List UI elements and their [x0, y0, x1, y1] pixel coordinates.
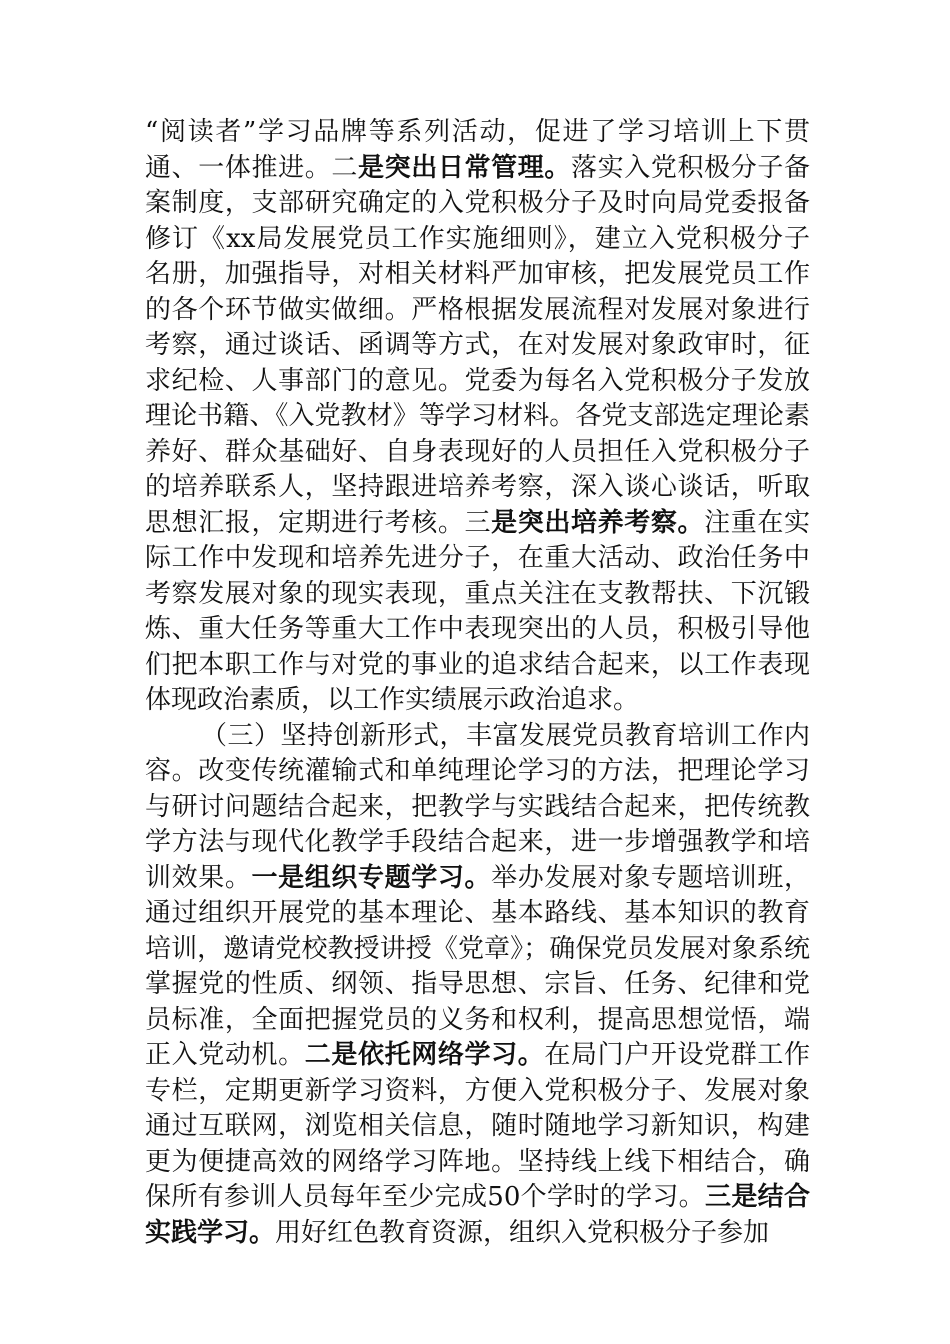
bold-heading: 是突出培养考察。	[491, 507, 705, 538]
bold-heading: 是突出日常管理。	[358, 152, 571, 183]
text-segment: 用好红色教育资源，组织入党积极分子参加	[275, 1217, 770, 1248]
bold-heading: 一是组织专题学习。	[251, 862, 492, 893]
text-segment: 举办发展对象专题培训班，通过组织开展党的基本理论、基本路线、基本知识的教育培训，邀请党校教授讲授《党章》；确保党员发展对象系统掌握党的性质、纲领、指导思想、宗旨、任务、纪律和党员标准，全面把握党员的义务和权利，提高思想觉悟，端正入党动机。	[145, 862, 810, 1070]
bold-heading: 三是结合实践学习。	[145, 1182, 810, 1248]
paragraph-innovation	[145, 719, 810, 1252]
text-segment: “阅读者”学习品牌等系列活动，促进了学习培训上下贯通、一体推进。二	[145, 117, 810, 183]
document-body	[145, 115, 810, 1251]
section-heading-text: （三）坚持创新形式，丰富发展党员教育培训工作内容。改变传统灌输式和单纯理论学习的方法，把理论学习与研讨问题结合起来，把教学与实践结合起来，把传统教学方法与现代化教学手段结合起来，进一步增强教学和培训效果。	[145, 720, 810, 893]
paragraph-daily-management	[145, 115, 810, 719]
text-segment: 落实入党积极分子备案制度，支部研究确定的入党积极分子及时向局党委报备修订《xx局发展党员工作实施细则》，建立入党积极分子名册，加强指导，对相关材料严加审核，把发展党员工作的各个环节做实做细。严格根据发展流程对发展对象进行考察，通过谈话、函调等方式，在对发展对象政审时，征求纪检、人事部门的意见。党委为每名入党积极分子发放理论书籍、《入党教材》等学习材料。各党支部选定理论素养好、群众基础好、自身表现好的人员担任入党积极分子的培养联系人，坚持跟进培养考察，深入谈心谈话，听取思想汇报，定期进行考核。三	[145, 152, 810, 538]
text-segment: 在局门户开设党群工作专栏，定期更新学习资料，方便入党积极分子、发展对象通过互联网，浏览相关信息，随时随地学习新知识，构建更为便捷高效的网络学习阵地。坚持线上线下相结合，确保所有参训人员每年至少完成50个学时的学习。	[145, 1040, 810, 1212]
bold-heading: 二是依托网络学习。	[304, 1040, 545, 1070]
text-segment: 注重在实际工作中发现和培养先进分子，在重大活动、政治任务中考察发展对象的现实表现，重点关注在支教帮扶、下沉锻炼、重大任务等重大工作中表现突出的人员，积极引导他们把本职工作与对党的事业的追求结合起来，以工作表现体现政治素质，以工作实绩展示政治追求。	[145, 507, 810, 715]
